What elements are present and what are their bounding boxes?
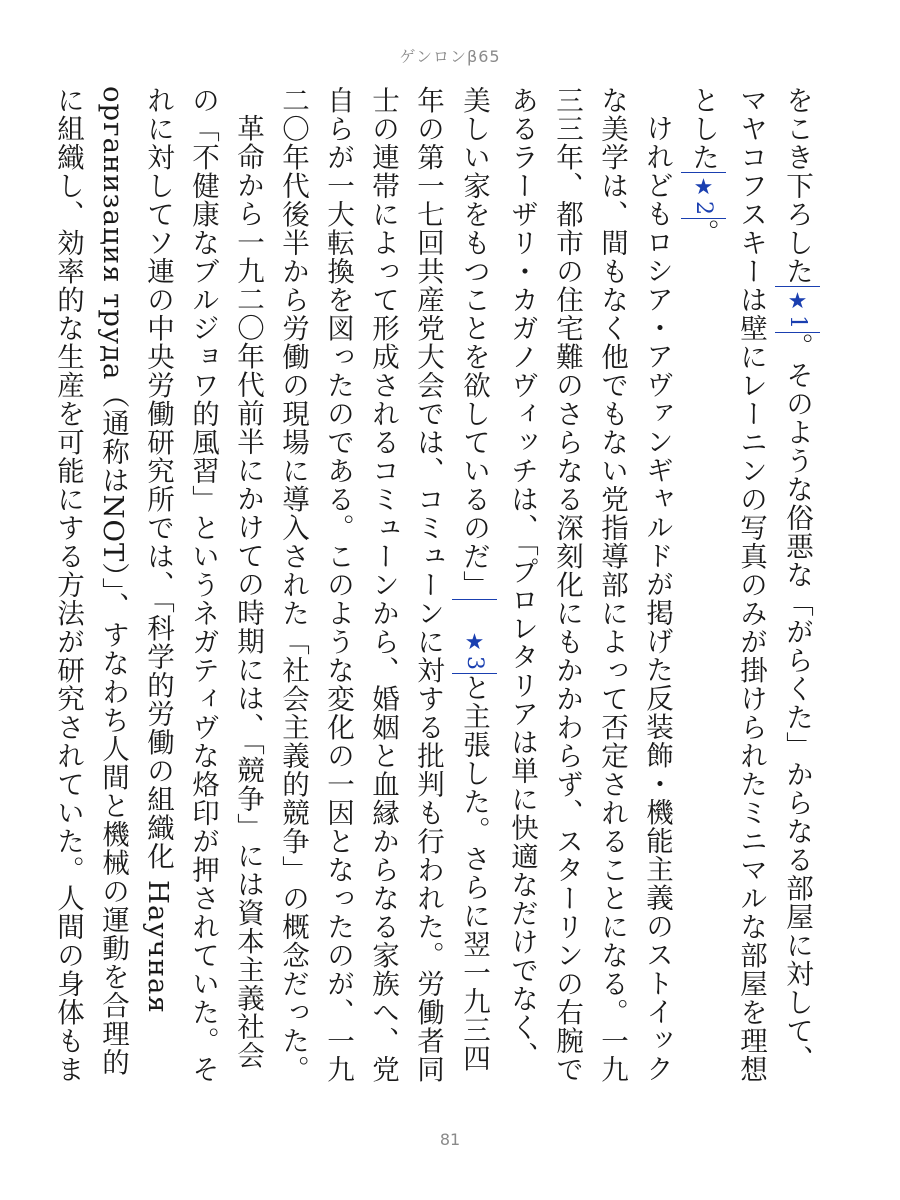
body-text-run: 革命から一九二〇年代前半にかけての時期には、「競争」には資本主義社会の「不健康なブルジョワ的風習」というネガティヴな烙印が押されていた。それに対してソ連の中央労働研究所では、「科学的労働の組織化 Научная организация труда（通称はNOT）」、すなわち人間と機械の運動を合理的に組織し、効率的な生産を可能にする方法が研究されていた。人間の身体もま xyxy=(52,86,264,1084)
paragraph xyxy=(679,86,822,1086)
body-text-run: をこき下ろした xyxy=(781,86,813,286)
footnote-link[interactable] xyxy=(681,172,726,219)
star-icon: ★ xyxy=(462,629,487,656)
body-text-run: けれどもロシア・アヴァンギャルドが掲げた反装飾・機能主義のストイックな美学は、間もなく他でもない党指導部によって否定されることになる。一九三三年、都市の住宅難のさらなる深刻化にもかかわらず、スターリンの右腕であるラーザリ・カガノヴィッチは、「プロレタリアは単に快適なだけでなく、美しい家をもつことを欲しているのだ」 xyxy=(458,86,673,1084)
paragraph xyxy=(270,86,679,1086)
star-icon: ★ xyxy=(691,174,716,201)
footnote-number: 2 xyxy=(691,200,716,216)
body-text-run: 。そのような俗悪な「がらくた」からなる部屋に対して、マヤコフスキーは壁にレーニンの写真のみが掛けられたミニマルな部屋を理想とした xyxy=(687,86,813,1084)
running-header: ゲンロンβ65 xyxy=(399,47,501,66)
footnote-link[interactable] xyxy=(452,599,497,674)
paragraph xyxy=(45,86,270,1086)
footnote-number: 1 xyxy=(785,314,810,330)
footnote-number: 3 xyxy=(462,655,487,671)
footnote-link[interactable] xyxy=(775,286,820,333)
body-text-run: と主張した。さらに翌一九三四年の第一七回共産党大会では、コミューンに対する批判も行われた。労働者同士の連帯によって形成されるコミューンから、婚姻と血縁からなる家族へ、党自らが一大転換を図ったのである。このような変化の一因となったのが、一九二〇年代後半から労働の現場に導入された「社会主義的競争」の概念だった。 xyxy=(277,86,490,1084)
article-body xyxy=(52,86,822,1086)
star-icon: ★ xyxy=(785,288,810,315)
body-text-run: 。 xyxy=(687,218,719,247)
page-number: 81 xyxy=(439,1130,461,1149)
